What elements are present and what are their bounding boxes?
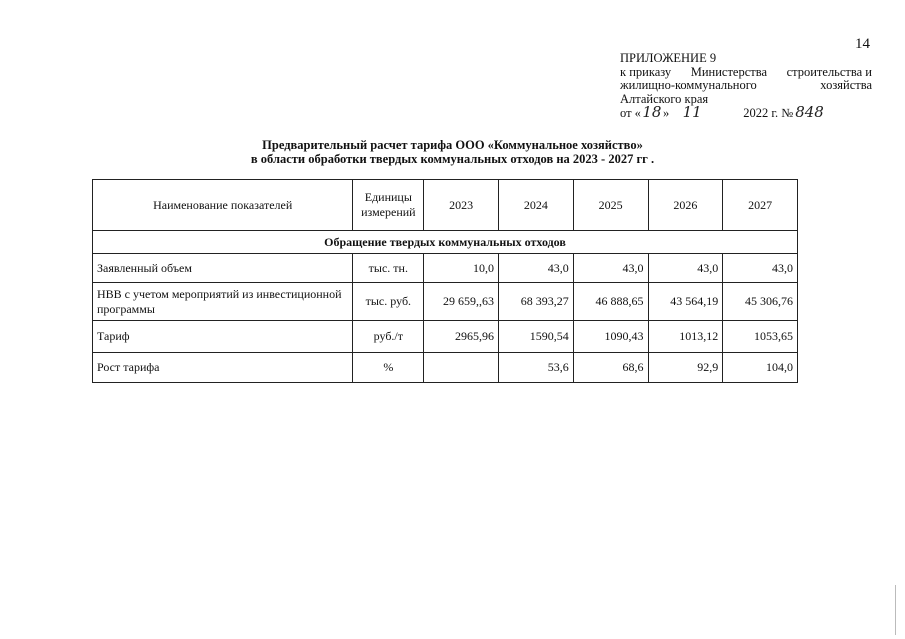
page-number: 14: [855, 36, 870, 52]
row-name: Заявленный объем: [93, 254, 353, 283]
header-year-2024: 2024: [499, 180, 574, 231]
title-line-2: в области обработки твердых коммунальных отходов на 2023 - 2027 гг .: [250, 152, 655, 166]
header-year-2025: 2025: [573, 180, 648, 231]
document-title: [200, 138, 705, 166]
cell-value: 43,0: [648, 254, 723, 283]
header-year-2023: 2023: [424, 180, 499, 231]
cell-value: 68,6: [573, 353, 648, 383]
cell-value: 43,0: [573, 254, 648, 283]
cell-value: 1090,43: [573, 321, 648, 353]
appendix-line-2-right: хозяйства: [820, 78, 872, 92]
appendix-line-2-left: жилищно-коммунального: [620, 78, 757, 92]
cell-value: 104,0: [723, 353, 798, 383]
handwritten-month: 11: [682, 103, 702, 121]
table-row: [93, 254, 798, 283]
cell-value: 29 659,,63: [424, 283, 499, 321]
cell-value: [424, 353, 499, 383]
cell-value: 1013,12: [648, 321, 723, 353]
scan-edge-mark: [895, 585, 896, 635]
appendix-line-3: Алтайского края: [620, 91, 709, 106]
section-row: [93, 231, 798, 254]
row-name: Рост тарифа: [93, 353, 353, 383]
row-unit: %: [353, 353, 424, 383]
cell-value: 43 564,19: [648, 283, 723, 321]
appendix-line-1-right: строительства и: [786, 64, 872, 79]
table-row: [93, 283, 798, 321]
title-line-1: Предварительный расчет тарифа ООО «Коммунальное хозяйство»: [262, 138, 643, 152]
handwritten-order-number: 848: [795, 103, 824, 121]
section-title: Обращение твердых коммунальных отходов: [93, 231, 798, 254]
cell-value: 10,0: [424, 254, 499, 283]
cell-value: 45 306,76: [723, 283, 798, 321]
cell-value: 92,9: [648, 353, 723, 383]
appendix-line-1: [620, 66, 872, 80]
header-year-2026: 2026: [648, 180, 723, 231]
cell-value: 46 888,65: [573, 283, 648, 321]
order-date-line: [620, 103, 872, 121]
table-header-row: [93, 180, 798, 231]
appendix-line-2: [620, 79, 872, 93]
table-row: [93, 353, 798, 383]
appendix-block: [620, 52, 872, 121]
date-prefix: от «: [620, 106, 641, 120]
row-name: НВВ с учетом мероприятий из инвестиционной программы: [93, 283, 353, 321]
row-unit: тыс. тн.: [353, 254, 424, 283]
date-year: 2022 г. №: [743, 106, 794, 120]
row-name: Тариф: [93, 321, 353, 353]
appendix-heading: ПРИЛОЖЕНИЕ 9: [620, 51, 717, 65]
cell-value: 53,6: [499, 353, 574, 383]
header-year-2027: 2027: [723, 180, 798, 231]
cell-value: 2965,96: [424, 321, 499, 353]
cell-value: 43,0: [723, 254, 798, 283]
handwritten-day: 18: [642, 103, 662, 121]
cell-value: 43,0: [499, 254, 574, 283]
date-mid: »: [662, 106, 670, 120]
table-row: [93, 321, 798, 353]
cell-value: 1053,65: [723, 321, 798, 353]
row-unit: тыс. руб.: [353, 283, 424, 321]
header-name: Наименование показателей: [93, 180, 353, 231]
cell-value: 1590,54: [499, 321, 574, 353]
tariff-table: [92, 179, 798, 383]
header-unit: Единицы измерений: [353, 180, 424, 231]
appendix-line-1-mid: Министерства: [690, 64, 768, 79]
appendix-line-1-left: к приказу: [620, 64, 672, 79]
row-unit: руб./т: [353, 321, 424, 353]
cell-value: 68 393,27: [499, 283, 574, 321]
